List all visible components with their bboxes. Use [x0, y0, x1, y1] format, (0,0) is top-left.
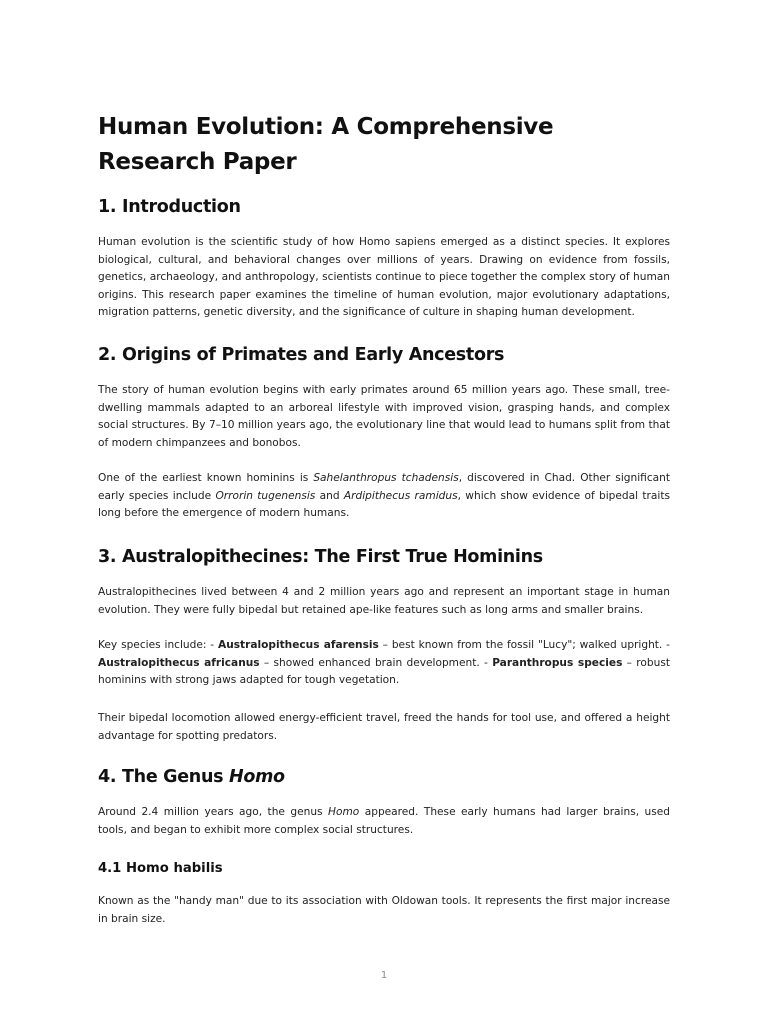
- species-name: Australopithecus afarensis: [218, 639, 379, 651]
- page-number: 1: [380, 970, 388, 981]
- homo-habilis-paragraph: Known as the "handy man" due to its association with Oldowan tools. It represents the first major increase in brain size.: [98, 895, 670, 925]
- section-heading-origins: 2. Origins of Primates and Early Ancestors: [98, 345, 505, 365]
- section-heading-introduction: 1. Introduction: [98, 197, 241, 217]
- genus-homo-paragraph: Around 2.4 million years ago, the genus Homo appeared. These early humans had larger brains, used tools, and began to exhibit more complex social structures.: [98, 806, 671, 836]
- origins-paragraph-2: One of the earliest known hominins is Sahelanthropus tchadensis, discovered in Chad. Other significant early species include Orrorin tugenensis and Ardipithecus ramidus, which show evidence of bipedal traits long before the emergence of modern humans.: [98, 472, 671, 520]
- key-species-paragraph: Key species include: - Australopithecus afarensis – best known from the fossil "Lucy"; walked upright. - Australopithecus africanus – showed enhanced brain development. - Paranthropus species – robust hominins with strong jaws adapted for tough vegetation.: [98, 639, 671, 687]
- species-name: Australopithecus africanus: [98, 656, 260, 669]
- species-name: Orrorin tugenensis: [215, 489, 316, 502]
- subsection-heading-homo-habilis: 4.1 Homo habilis: [98, 861, 223, 876]
- section-heading-australopithecines: 3. Australopithecines: The First True Hominins: [98, 547, 543, 567]
- origins-paragraph-1: The story of human evolution begins with early primates around 65 million years ago. These small, tree-dwelling mammals adapted to an arboreal lifestyle with improved vision, grasping hands, and complex social structures. By 7–10 million years ago, the evolutionary line that would lead to humans split from that of modern chimpanzees and bonobos.: [98, 384, 670, 449]
- australopithecines-paragraph-3: Their bipedal locomotion allowed energy-efficient travel, freed the hands for tool use, and offered a height advantage for spotting predators.: [98, 712, 670, 742]
- species-name: Sahelanthropus tchadensis: [313, 472, 459, 484]
- species-name: Ardipithecus ramidus: [343, 489, 458, 502]
- australopithecines-paragraph-1: Australopithecines lived between 4 and 2 million years ago and represent an important stage in human evolution. They were fully bipedal but retained ape-like features such as long arms and smaller brains.: [98, 586, 670, 616]
- species-name: Paranthropus species: [492, 656, 623, 669]
- section-heading-genus-homo: 4. The Genus Homo: [98, 767, 285, 787]
- introduction-paragraph: Human evolution is the scientific study of how Homo sapiens emerged as a distinct species. It explores biological, cultural, and behavioral changes over millions of years. Drawing on evidence from fossils, genetics, archaeology, and anthropology, scientists continue to piece together the complex story of human origins. This research paper examines the timeline of human evolution, major evolutionary adaptations, migration patterns, genetic diversity, and the significance of culture in shaping human development.: [98, 236, 670, 319]
- paper-title: Human Evolution: A Comprehensive Research Paper: [98, 114, 554, 175]
